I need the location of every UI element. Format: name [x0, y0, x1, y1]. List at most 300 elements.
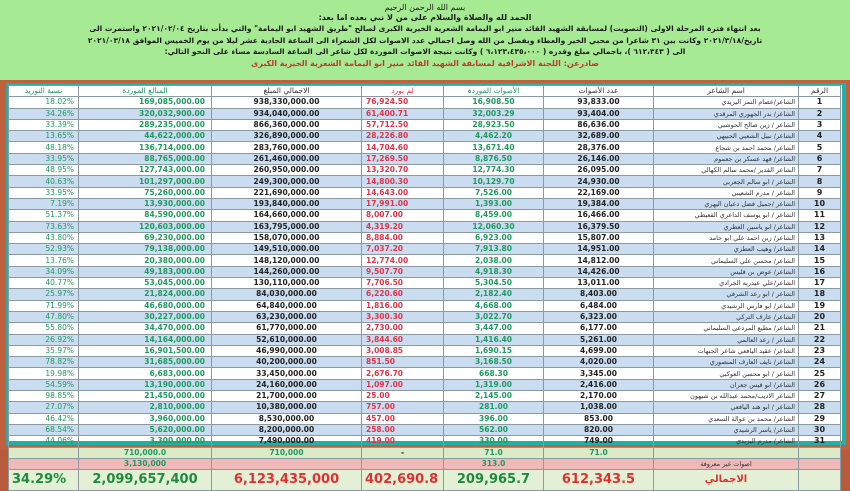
cell-supplied-votes: 5,304.50: [444, 278, 544, 289]
cell-no: 28: [799, 402, 841, 413]
greeting: الحمد لله والصلاة والسلام على من لا نبي بعده اما بعد:: [318, 13, 532, 22]
extra-votes: 71.0: [544, 447, 654, 458]
table-row: [9, 368, 841, 379]
totals-supplied-votes: 209,965.7: [444, 470, 544, 491]
cell-supplied-votes: 12,060.30: [444, 221, 544, 232]
cell-supplied-amount: 88,765,000.00: [79, 153, 212, 164]
totals-label: الاجمالي: [654, 470, 799, 491]
cell-total-amount: 158,070,000.00: [212, 232, 362, 243]
cell-pct: 44.06%: [9, 436, 79, 447]
cell-not-supplied: 7,037.20: [362, 244, 444, 255]
cell-not-supplied: 28,226.80: [362, 131, 444, 142]
cell-supplied-votes: 8,876.50: [444, 153, 544, 164]
cell-no: 20: [799, 311, 841, 322]
cell-supplied-votes: 1,690.15: [444, 345, 544, 356]
cell-not-supplied: 6,220.60: [362, 289, 444, 300]
table-row: [9, 198, 841, 209]
col-header-supplied-amount: المبالغ الموردة: [79, 86, 212, 97]
col-header-not-supplied: لم يورد: [362, 86, 444, 97]
cell-supplied-votes: 330.00: [444, 436, 544, 447]
cell-pct: 78.82%: [9, 357, 79, 368]
cell-no: 7: [799, 165, 841, 176]
announcement-line-1: بعد انتهاء فترة المرحلة الاولى (التصويت) لمسابقة الشهيد القائد منير ابو اليمامة الشعرية الخيرية الكبرى لصالح "طريق الشهيد ابو اليمامة" والتي بدأت بتاريخ ٢٠٢١/٠٢/٠٤ واستمرت الى: [89, 24, 761, 33]
cell-no: 13: [799, 232, 841, 243]
cell-supplied-votes: 3,022.70: [444, 311, 544, 322]
cell-pct: 13.65%: [9, 131, 79, 142]
cell-name: الشاعر/ محمد بن عوالة السعدي: [654, 413, 799, 424]
cell-votes: 24,930.00: [544, 176, 654, 187]
cell-pct: 35.97%: [9, 345, 79, 356]
table-row: [9, 131, 841, 142]
cell-total-amount: 934,040,000.00: [212, 108, 362, 119]
cell-not-supplied: 14,704.60: [362, 142, 444, 153]
cell-pct: 54.59%: [9, 379, 79, 390]
cell-supplied-amount: 49,183,000.00: [79, 266, 212, 277]
cell-total-amount: 866,360,000.00: [212, 119, 362, 130]
cell-supplied-amount: 13,190,000.00: [79, 379, 212, 390]
cell-name: الشاعر الاديب/محمد عبدالله بن شيهون: [654, 391, 799, 402]
basmala: بسم الله الرحمن الرحيم: [384, 3, 466, 12]
cell-supplied-amount: 53,045,000.00: [79, 278, 212, 289]
extra-supplied-amount: 710,000.0: [79, 447, 212, 458]
cell-name: الشاعر/ مطيع المردعي السليماني: [654, 323, 799, 334]
cell-no: 16: [799, 266, 841, 277]
cell-total-amount: 148,120,000.00: [212, 255, 362, 266]
cell-supplied-votes: 12,774.30: [444, 165, 544, 176]
cell-not-supplied: 757.00: [362, 402, 444, 413]
cell-total-amount: 938,330,000.00: [212, 97, 362, 108]
cell-supplied-amount: 101,297,000.00: [79, 176, 212, 187]
cell-name: الشاعر القدير /محمد سالم الكهالي: [654, 165, 799, 176]
cell-no: 4: [799, 131, 841, 142]
table-row: [9, 142, 841, 153]
cell-votes: 15,807.00: [544, 232, 654, 243]
cell-total-amount: 164,660,000.00: [212, 210, 362, 221]
cell-supplied-votes: 4,668.00: [444, 300, 544, 311]
cell-supplied-votes: 1,393.00: [444, 198, 544, 209]
cell-not-supplied: 457.00: [362, 413, 444, 424]
cell-votes: 13,011.00: [544, 278, 654, 289]
cell-supplied-votes: 281.00: [444, 402, 544, 413]
cell-supplied-amount: 34,470,000.00: [79, 323, 212, 334]
table-row: [9, 244, 841, 255]
cell-supplied-votes: 32,003.29: [444, 108, 544, 119]
cell-pct: 25.97%: [9, 289, 79, 300]
cell-no: 29: [799, 413, 841, 424]
cell-pct: 47.80%: [9, 311, 79, 322]
cell-supplied-amount: 69,230,000.00: [79, 232, 212, 243]
cell-total-amount: 40,200,000.00: [212, 357, 362, 368]
table-row: [9, 413, 841, 424]
cell-votes: 1,038.00: [544, 402, 654, 413]
cell-name: الشاعر/ محسن علي السليماني: [654, 255, 799, 266]
cell-name: الشاعر / ابو رعد الشرفي: [654, 289, 799, 300]
table-row: [9, 334, 841, 345]
table-row: [9, 278, 841, 289]
cell-total-amount: 24,160,000.00: [212, 379, 362, 390]
table-row: [9, 153, 841, 164]
cell-not-supplied: 7,706.50: [362, 278, 444, 289]
extra-total-amount: 710,000: [212, 447, 362, 458]
cell-no: 11: [799, 210, 841, 221]
cell-votes: 32,689.00: [544, 131, 654, 142]
cell-pct: 52.93%: [9, 244, 79, 255]
table-row: [9, 97, 841, 108]
cell-pct: 40.63%: [9, 176, 79, 187]
cell-total-amount: 326,890,000.00: [212, 131, 362, 142]
cell-pct: 33.39%: [9, 119, 79, 130]
cell-votes: 26,095.00: [544, 165, 654, 176]
cell-pct: 48.95%: [9, 165, 79, 176]
cell-not-supplied: 12,774.00: [362, 255, 444, 266]
cell-name: الشاعر/ عارف التركي: [654, 311, 799, 322]
table-row: [9, 232, 841, 243]
cell-supplied-votes: 2,145.00: [444, 391, 544, 402]
totals-not-supplied: 402,690.8: [362, 470, 444, 491]
cell-supplied-amount: 6,683,000.00: [79, 368, 212, 379]
cell-supplied-amount: 169,085,000.00: [79, 97, 212, 108]
table-row: [9, 119, 841, 130]
cell-pct: 40.77%: [9, 278, 79, 289]
cell-total-amount: 221,690,000.00: [212, 187, 362, 198]
cell-name: الشاعر/ ابو قيس جعران: [654, 379, 799, 390]
cell-votes: 93,404.00: [544, 108, 654, 119]
cell-supplied-votes: 396.00: [444, 413, 544, 424]
cell-not-supplied: 1,097.00: [362, 379, 444, 390]
cell-supplied-votes: 16,908.50: [444, 97, 544, 108]
cell-supplied-amount: 21,450,000.00: [79, 391, 212, 402]
cell-not-supplied: 1,816.00: [362, 300, 444, 311]
cell-pct: 34.26%: [9, 108, 79, 119]
cell-no: 23: [799, 345, 841, 356]
cell-total-amount: 21,700,000.00: [212, 391, 362, 402]
cell-votes: 14,951.00: [544, 244, 654, 255]
col-header-no: الرقم: [799, 86, 841, 97]
cell-votes: 749.00: [544, 436, 654, 447]
cell-votes: 8,403.00: [544, 289, 654, 300]
unknown-supplied-votes: 313.0: [444, 458, 544, 469]
cell-no: 22: [799, 334, 841, 345]
cell-supplied-votes: 4,918.30: [444, 266, 544, 277]
cell-not-supplied: 3,844.60: [362, 334, 444, 345]
cell-not-supplied: 17,991.00: [362, 198, 444, 209]
cell-not-supplied: 13,320.70: [362, 165, 444, 176]
cell-supplied-votes: 7,913.80: [444, 244, 544, 255]
cell-not-supplied: 851.50: [362, 357, 444, 368]
cell-total-amount: 64,840,000.00: [212, 300, 362, 311]
announcement-line-3: الى ( ٦١٢،٣٤٣ )، باجمالي مبلغ وقدره ( ٦،١٢٣،٤٣٥،٠٠٠ ) وكانت نتيجة الاصوات الموردة لكل شاعر الى الساعة السادسة مساء على النحو التالي:: [164, 47, 686, 56]
cell-supplied-amount: 84,590,000.00: [79, 210, 212, 221]
cell-pct: 48.18%: [9, 142, 79, 153]
table-row: [9, 300, 841, 311]
cell-votes: 3,345.00: [544, 368, 654, 379]
results-table-frame: [6, 83, 846, 488]
table-row: [9, 379, 841, 390]
cell-total-amount: 283,760,000.00: [212, 142, 362, 153]
cell-no: 10: [799, 198, 841, 209]
cell-votes: 5,261.00: [544, 334, 654, 345]
cell-no: 1: [799, 97, 841, 108]
cell-name: الشاعر / ابو سالم الجعربي: [654, 176, 799, 187]
cell-not-supplied: 14,643.00: [362, 187, 444, 198]
cell-name: الشاعر/ وهيب العطري: [654, 244, 799, 255]
cell-no: 8: [799, 176, 841, 187]
cell-pct: 34.09%: [9, 266, 79, 277]
table-row: [9, 221, 841, 232]
cell-not-supplied: 2,676.70: [362, 368, 444, 379]
cell-supplied-votes: 28,923.50: [444, 119, 544, 130]
cell-name: الشاعر/ نبيل الشعبي الحبيهي: [654, 131, 799, 142]
table-header-row: [9, 86, 841, 97]
cell-total-amount: 63,230,000.00: [212, 311, 362, 322]
cell-not-supplied: 2,730.00: [362, 323, 444, 334]
cell-name: الشاعر/ نايف العارف المنصوري: [654, 357, 799, 368]
cell-supplied-votes: 2,182.40: [444, 289, 544, 300]
cell-no: 3: [799, 119, 841, 130]
cell-name: الشاعر/ فهد عسكر بن جعموم: [654, 153, 799, 164]
extra-votes-row: [9, 447, 841, 458]
cell-total-amount: 261,460,000.00: [212, 153, 362, 164]
totals-supplied-amount: 2,099,657,400: [79, 470, 212, 491]
extra-not-supplied: -: [362, 447, 444, 458]
cell-not-supplied: 4,319.20: [362, 221, 444, 232]
cell-no: 31: [799, 436, 841, 447]
cell-not-supplied: 57,712.50: [362, 119, 444, 130]
cell-not-supplied: 14,800.30: [362, 176, 444, 187]
cell-not-supplied: 9,507.70: [362, 266, 444, 277]
cell-supplied-amount: 16,901,500.00: [79, 345, 212, 356]
table-row: [9, 266, 841, 277]
cell-pct: 19.98%: [9, 368, 79, 379]
cell-votes: 2,416.00: [544, 379, 654, 390]
cell-name: الشاعر/ بدر الجهوري المرقدي: [654, 108, 799, 119]
cell-votes: 22,169.00: [544, 187, 654, 198]
cell-supplied-amount: 31,685,000.00: [79, 357, 212, 368]
table-row: [9, 357, 841, 368]
cell-name: الشاعر/ ابو فارس الرشيدي: [654, 300, 799, 311]
cell-supplied-amount: 44,622,000.00: [79, 131, 212, 142]
cell-pct: 18.02%: [9, 97, 79, 108]
cell-supplied-amount: 75,260,000.00: [79, 187, 212, 198]
cell-votes: 6,177.00: [544, 323, 654, 334]
cell-total-amount: 149,510,000.00: [212, 244, 362, 255]
cell-supplied-amount: 2,810,000.00: [79, 402, 212, 413]
cell-supplied-amount: 120,603,000.00: [79, 221, 212, 232]
cell-pct: 68.54%: [9, 424, 79, 435]
cell-name: الشاعر/ محمد احمد بن شجاع: [654, 142, 799, 153]
table-row: [9, 255, 841, 266]
cell-name: الشاعر/علي عيدريه الجرادي: [654, 278, 799, 289]
cell-not-supplied: 3,008.85: [362, 345, 444, 356]
cell-votes: 2,170.00: [544, 391, 654, 402]
cell-no: 21: [799, 323, 841, 334]
cell-name: الشاعر / ابو هند اليافعي: [654, 402, 799, 413]
cell-total-amount: 84,030,000.00: [212, 289, 362, 300]
table-row: [9, 391, 841, 402]
cell-votes: 14,426.00: [544, 266, 654, 277]
cell-no: 27: [799, 391, 841, 402]
cell-supplied-votes: 1,319.00: [444, 379, 544, 390]
cell-pct: 55.80%: [9, 323, 79, 334]
cell-pct: 73.63%: [9, 221, 79, 232]
cell-no: 9: [799, 187, 841, 198]
cell-no: 17: [799, 278, 841, 289]
table-row: [9, 436, 841, 447]
cell-name: الشاعر/ مدرم اليزيدي: [654, 436, 799, 447]
cell-supplied-votes: 8,459.00: [444, 210, 544, 221]
announcement-header: [0, 0, 850, 80]
cell-no: 15: [799, 255, 841, 266]
cell-name: الشاعر / مدرم الشعيبي: [654, 187, 799, 198]
cell-supplied-votes: 3,168.50: [444, 357, 544, 368]
col-header-name: اسم الشاعر: [654, 86, 799, 97]
results-table: [8, 85, 841, 491]
cell-total-amount: 249,300,000.00: [212, 176, 362, 187]
cell-no: 6: [799, 153, 841, 164]
cell-not-supplied: 8,884.00: [362, 232, 444, 243]
cell-name: الشاعر / ابو محسن العوكبي: [654, 368, 799, 379]
cell-supplied-votes: 13,671.40: [444, 142, 544, 153]
cell-total-amount: 52,610,000.00: [212, 334, 362, 345]
table-row: [9, 210, 841, 221]
table-row: [9, 187, 841, 198]
cell-name: الشاعر /جميل فضل دعيان اليهري: [654, 198, 799, 209]
table-row: [9, 289, 841, 300]
cell-supplied-amount: 3,960,000.00: [79, 413, 212, 424]
cell-total-amount: 144,260,000.00: [212, 266, 362, 277]
cell-pct: 27.07%: [9, 402, 79, 413]
cell-votes: 4,699.00: [544, 345, 654, 356]
unknown-supplied-amount: 3,130,000: [79, 458, 212, 469]
cell-total-amount: 130,110,000.00: [212, 278, 362, 289]
cell-votes: 853.00: [544, 413, 654, 424]
cell-supplied-amount: 46,680,000.00: [79, 300, 212, 311]
cell-total-amount: 10,380,000.00: [212, 402, 362, 413]
cell-name: الشاعر/عصام النمر اليزيدي: [654, 97, 799, 108]
cell-votes: 14,812.00: [544, 255, 654, 266]
cell-total-amount: 61,770,000.00: [212, 323, 362, 334]
cell-votes: 19,384.00: [544, 198, 654, 209]
cell-supplied-votes: 2,038.00: [444, 255, 544, 266]
cell-supplied-votes: 6,923.00: [444, 232, 544, 243]
announcement-line-2: تاريخ/٢٠٢١/٣/١٨ وكانت بين ٣١ شاعرا من محبي الخير والعطاء وبفضل من الله وصل اجمالي عدد الاصوات لكل الشعراء الى الساعة الحادية عشر ليلا من يوم الخميس الموافق ٢٠٢١/٠٣/١٨: [87, 35, 763, 45]
cell-supplied-amount: 5,620,000.00: [79, 424, 212, 435]
cell-name: الشاعر/ عوض بن قليس: [654, 266, 799, 277]
cell-supplied-votes: 562.00: [444, 424, 544, 435]
cell-total-amount: 163,795,000.00: [212, 221, 362, 232]
totals-row: [9, 470, 841, 491]
cell-no: 19: [799, 300, 841, 311]
cell-supplied-amount: 21,824,000.00: [79, 289, 212, 300]
cell-no: 26: [799, 379, 841, 390]
unknown-votes-label: اصوات غير معروفة: [654, 458, 799, 469]
cell-name: الشاعر / ابو يوسف الداعري القعيطي: [654, 210, 799, 221]
cell-not-supplied: 258.00: [362, 424, 444, 435]
cell-votes: 6,484.00: [544, 300, 654, 311]
col-header-supplied-votes: الأصوات الموردة: [444, 86, 544, 97]
cell-not-supplied: 76,924.50: [362, 97, 444, 108]
cell-pct: 13.76%: [9, 255, 79, 266]
cell-supplied-amount: 79,138,000.00: [79, 244, 212, 255]
table-row: [9, 323, 841, 334]
cell-votes: 16,466.00: [544, 210, 654, 221]
col-header-votes: عدد الأصوات: [544, 86, 654, 97]
col-header-total-amount: الاجمالي المبلغ: [212, 86, 362, 97]
cell-votes: 86,636.00: [544, 119, 654, 130]
cell-votes: 28,376.00: [544, 142, 654, 153]
cell-total-amount: 8,200,000.00: [212, 424, 362, 435]
cell-supplied-amount: 289,235,000.00: [79, 119, 212, 130]
cell-supplied-amount: 14,164,000.00: [79, 334, 212, 345]
cell-pct: 71.99%: [9, 300, 79, 311]
cell-votes: 820.00: [544, 424, 654, 435]
cell-name: الشاعر/ زين احمد علي ابو حامد: [654, 232, 799, 243]
table-row: [9, 424, 841, 435]
cell-name: الشاعر / زين صالح الحوشبي: [654, 119, 799, 130]
cell-supplied-votes: 1,416.40: [444, 334, 544, 345]
cell-name: الشاعر/ ابو ياسين العطري: [654, 221, 799, 232]
cell-no: 14: [799, 244, 841, 255]
cell-total-amount: 260,950,000.00: [212, 165, 362, 176]
cell-supplied-amount: 13,930,000.00: [79, 198, 212, 209]
cell-pct: 98.85%: [9, 391, 79, 402]
cell-no: 12: [799, 221, 841, 232]
cell-no: 5: [799, 142, 841, 153]
cell-total-amount: 193,840,000.00: [212, 198, 362, 209]
cell-supplied-amount: 20,380,000.00: [79, 255, 212, 266]
cell-supplied-votes: 3,447.00: [444, 323, 544, 334]
cell-name: الشاعر/ عقيد اليافعي شاعر الجبهات: [654, 345, 799, 356]
cell-supplied-amount: 136,714,000.00: [79, 142, 212, 153]
cell-total-amount: 8,530,000.00: [212, 413, 362, 424]
col-header-pct: نسبة التوريد: [9, 86, 79, 97]
cell-not-supplied: 8,007.00: [362, 210, 444, 221]
cell-not-supplied: 61,400.71: [362, 108, 444, 119]
cell-pct: 26.92%: [9, 334, 79, 345]
table-row: [9, 165, 841, 176]
cell-not-supplied: 3,300.30: [362, 311, 444, 322]
cell-no: 2: [799, 108, 841, 119]
extra-supplied-votes: 71.0: [444, 447, 544, 458]
totals-pct: 34.29%: [9, 470, 79, 491]
cell-votes: 16,379.50: [544, 221, 654, 232]
totals-votes: 612,343.5: [544, 470, 654, 491]
cell-not-supplied: 17,269.50: [362, 153, 444, 164]
cell-supplied-amount: 3,300,000.00: [79, 436, 212, 447]
cell-pct: 43.80%: [9, 232, 79, 243]
cell-supplied-amount: 30,227,000.00: [79, 311, 212, 322]
cell-votes: 6,323.00: [544, 311, 654, 322]
issuer-line: صادرعن: اللجنة الاشرافية لمسابقة الشهيد القائد منير ابو اليمامة الشعرية الخيرية الكبرى: [250, 58, 599, 68]
cell-supplied-amount: 320,032,900.00: [79, 108, 212, 119]
cell-not-supplied: 419.00: [362, 436, 444, 447]
cell-votes: 4,020.00: [544, 357, 654, 368]
table-row: [9, 402, 841, 413]
table-row: [9, 311, 841, 322]
cell-votes: 93,833.00: [544, 97, 654, 108]
cell-total-amount: 33,450,000.00: [212, 368, 362, 379]
cell-total-amount: 7,490,000.00: [212, 436, 362, 447]
cell-pct: 46.42%: [9, 413, 79, 424]
cell-pct: 7.19%: [9, 198, 79, 209]
cell-supplied-votes: 4,462.20: [444, 131, 544, 142]
cell-name: الشاعر/ ياسر الرشيدي: [654, 424, 799, 435]
cell-pct: 51.37%: [9, 210, 79, 221]
cell-supplied-votes: 668.30: [444, 368, 544, 379]
cell-supplied-amount: 127,743,000.00: [79, 165, 212, 176]
cell-supplied-votes: 10,129.70: [444, 176, 544, 187]
cell-pct: 33.95%: [9, 187, 79, 198]
